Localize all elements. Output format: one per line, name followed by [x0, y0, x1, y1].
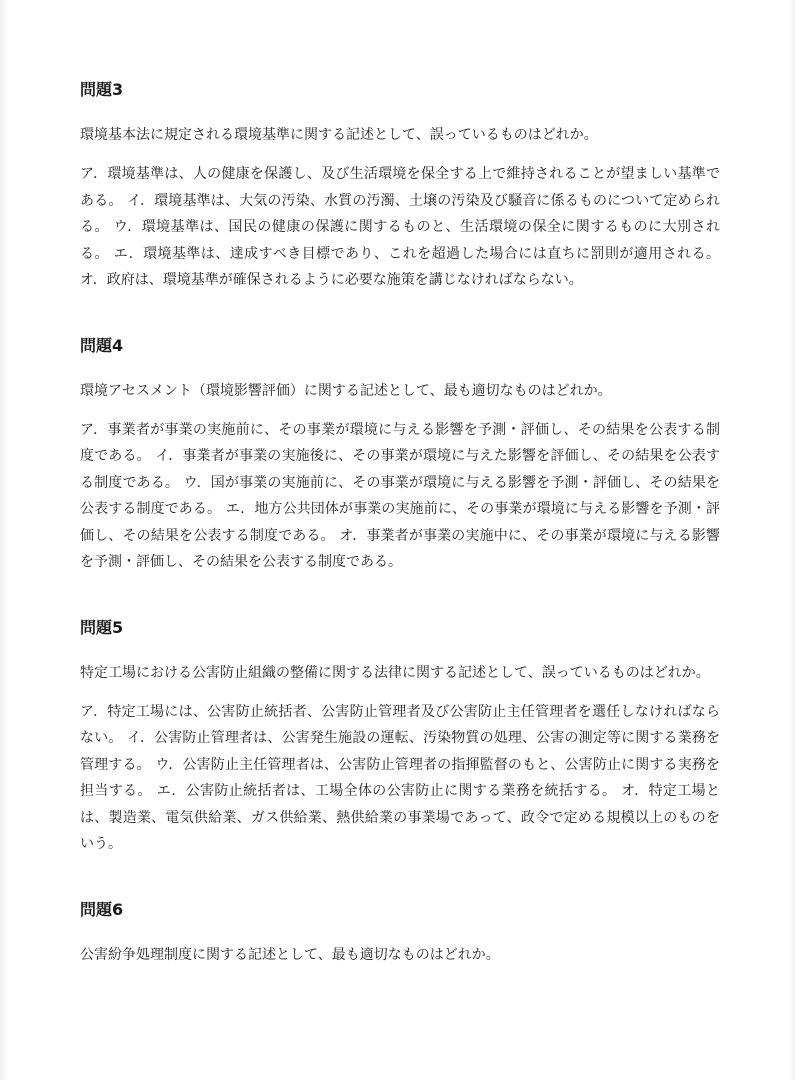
- question-heading: 問題6: [80, 899, 124, 919]
- question-6: [80, 898, 720, 968]
- page-edge-right: [789, 0, 795, 1080]
- page-edge-left: [0, 0, 8, 1080]
- document-body: [80, 78, 720, 1008]
- question-3: [80, 78, 720, 294]
- question-prompt: 環境アセスメント（環境影響評価）に関する記述として、最も適切なものはどれか。: [80, 382, 612, 399]
- question-5: [80, 616, 720, 858]
- question-prompt: 環境基本法に規定される環境基準に関する記述として、誤っているものはどれか。: [80, 127, 598, 143]
- question-heading: 問題3: [80, 80, 124, 99]
- question-options: ア．特定工場には、公害防止統括者、公害防止管理者及び公害防止主任管理者を選任しなければならない。 イ．公害防止管理者は、公害発生施設の運転、汚染物質の処理、公害の測定等に関する業務を管理する。 ウ．公害防止主任管理者は、公害防止管理者の指揮監督のもと、公害防止に関する実務を担当する。 エ．公害防止統括者は、工場全体の公害防止に関する業務を統括する。 オ．特定工場とは、製造業、電気供給業、ガス供給業、熱供給業の事業場であって、政令で定める規模以上のものをいう。: [80, 703, 720, 852]
- question-heading: 問題5: [80, 617, 124, 637]
- question-heading: 問題4: [80, 335, 124, 355]
- question-4: [80, 334, 720, 576]
- question-options: ア．環境基準は、人の健康を保護し、及び生活環境を保全する上で維持されることが望ましい基準である。 イ．環境基準は、大気の汚染、水質の汚濁、土壌の汚染及び騒音に係るものについて定められる。 ウ．環境基準は、国民の健康の保護に関するものと、生活環境の保全に関するものに大別される。 エ．環境基準は、達成すべき目標であり、これを超過した場合には直ちに罰則が適用される。 オ．政府は、環境基準が確保されるように必要な施策を講じなければならない。: [80, 166, 720, 288]
- question-prompt: 特定工場における公害防止組織の整備に関する法律に関する記述として、誤っているものはどれか。: [80, 664, 710, 681]
- question-prompt: 公害紛争処理制度に関する記述として、最も適切なものはどれか。: [80, 946, 500, 963]
- question-options: ア．事業者が事業の実施前に、その事業が環境に与える影響を予測・評価し、その結果を公表する制度である。 イ．事業者が事業の実施後に、その事業が環境に与えた影響を評価し、その結果を公表する制度である。 ウ．国が事業の実施前に、その事業が環境に与える影響を予測・評価し、その結果を公表する制度である。 エ．地方公共団体が事業の実施前に、その事業が環境に与える影響を予測・評価し、その結果を公表する制度である。 オ．事業者が事業の実施中に、その事業が環境に与える影響を予測・評価し、その結果を公表する制度である。: [80, 421, 720, 570]
